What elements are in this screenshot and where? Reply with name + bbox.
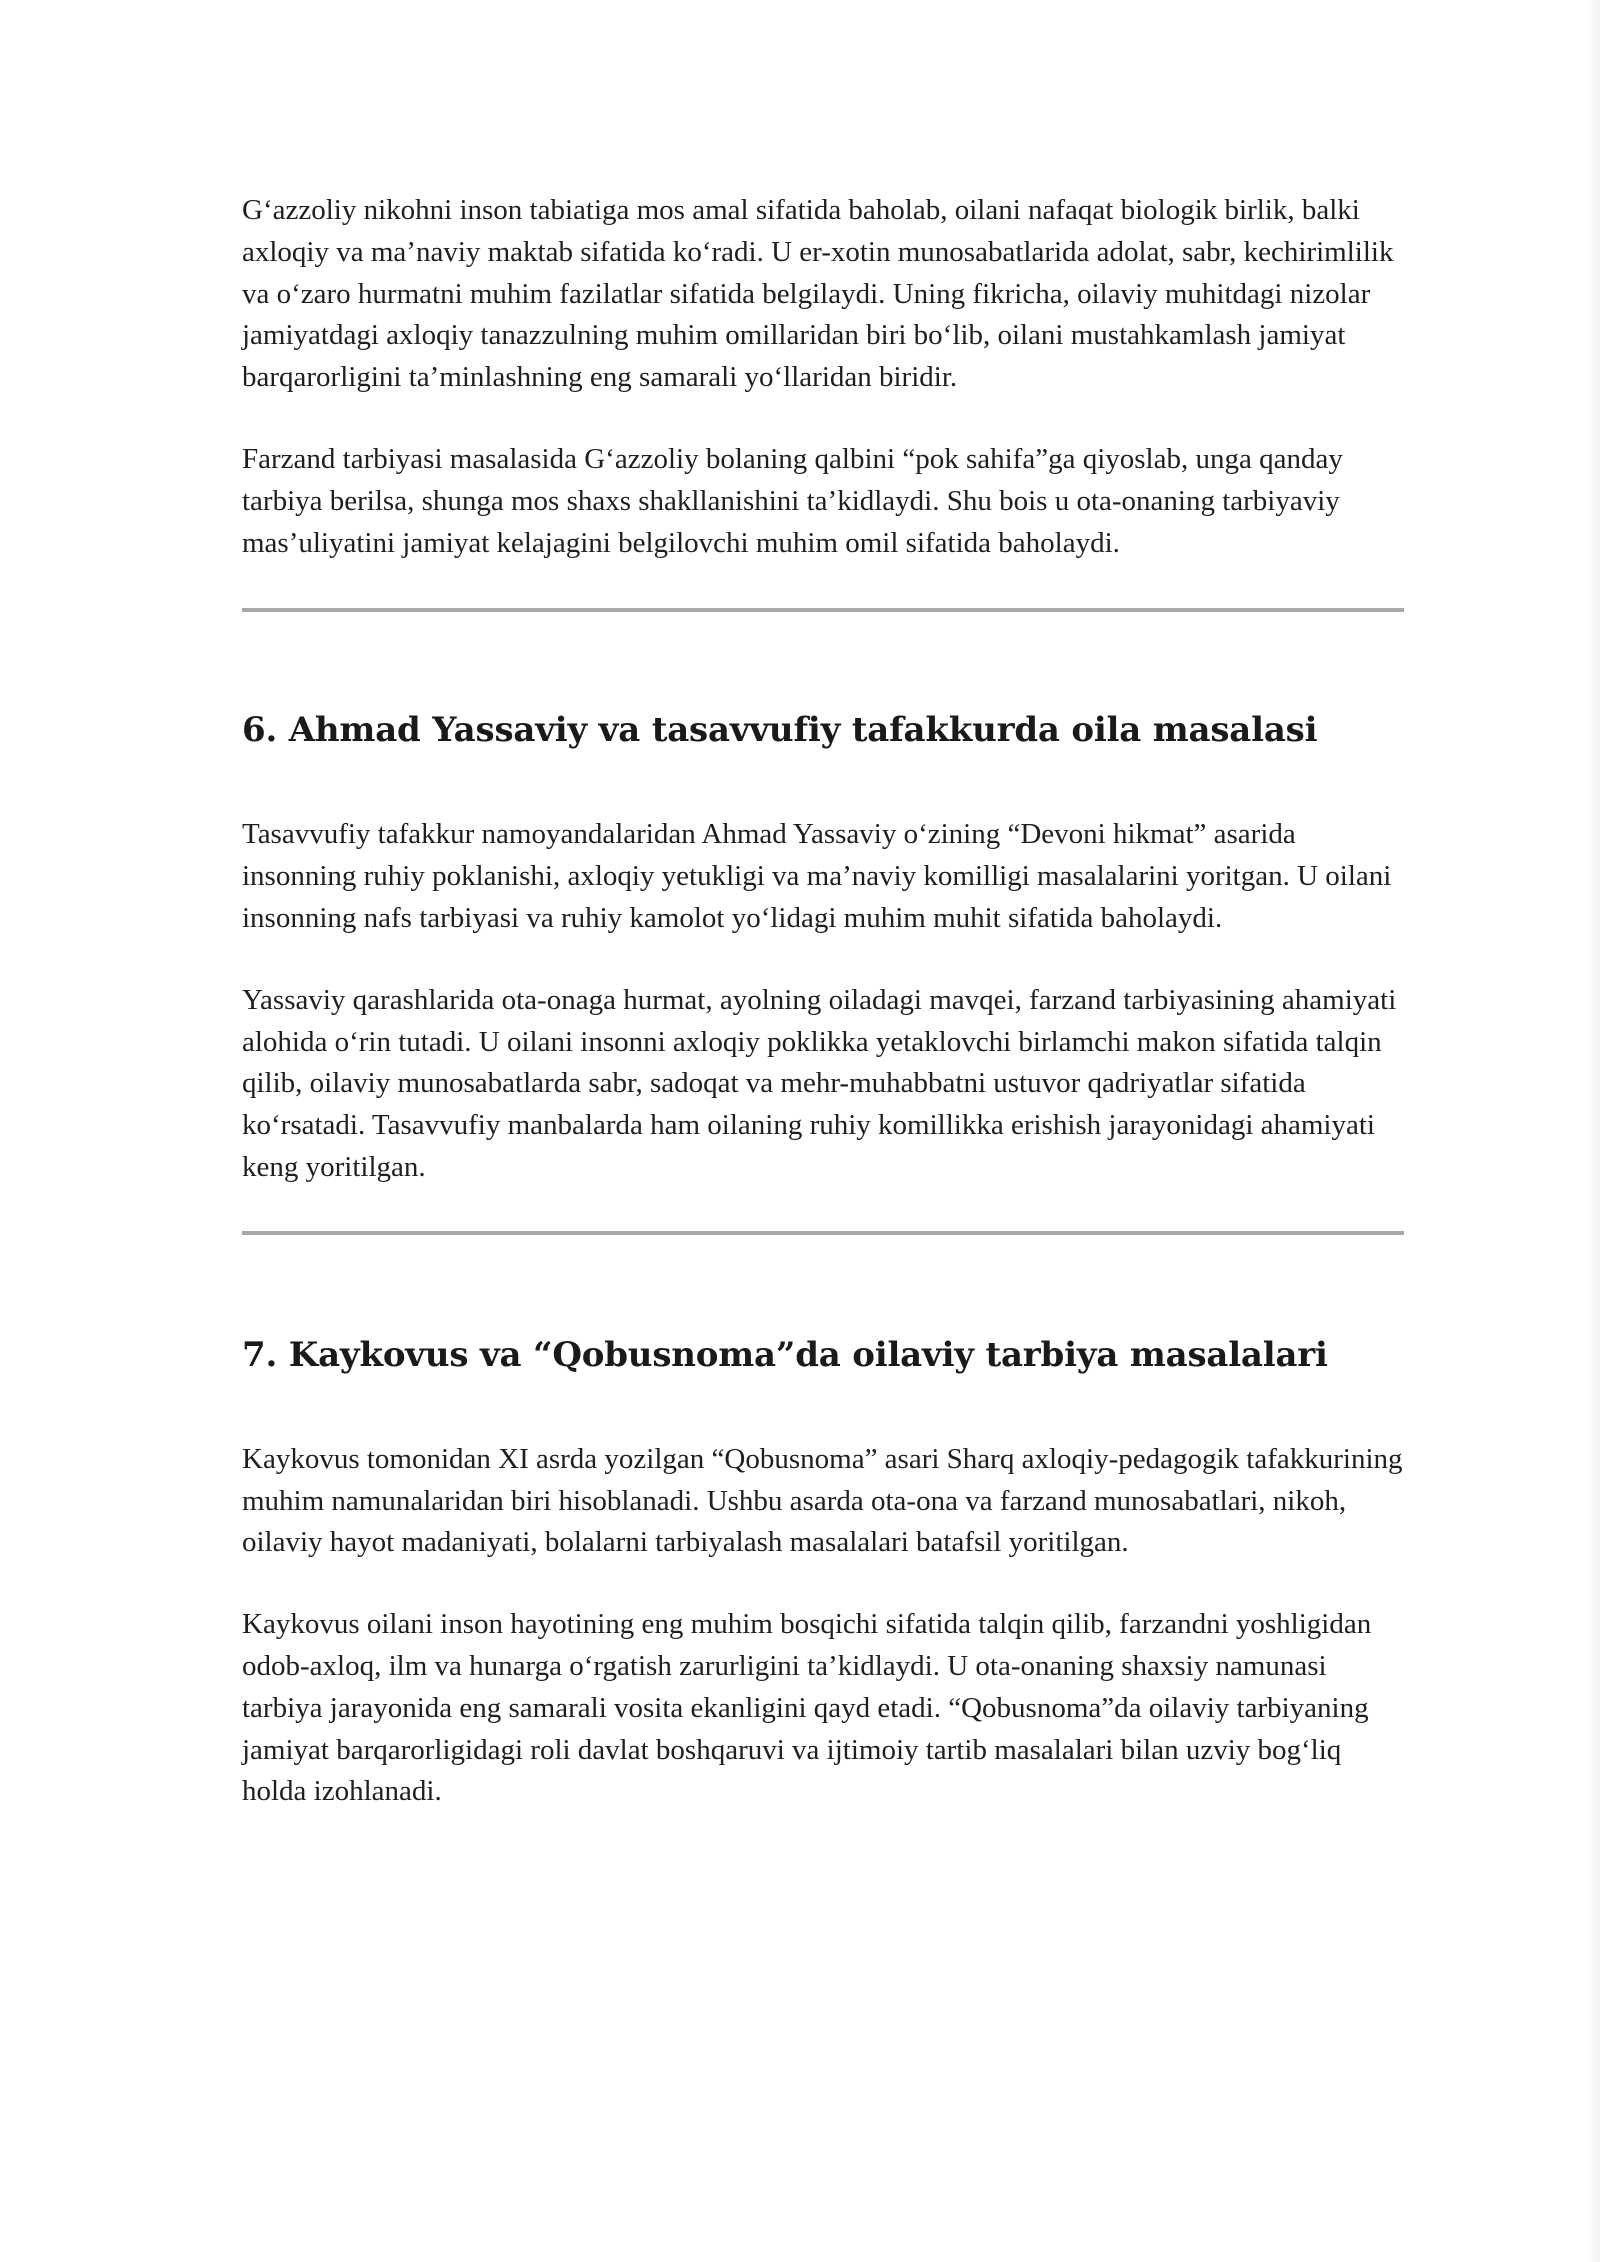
section-6-body (242, 814, 1404, 1188)
paragraph: G‘azzoliy nikohni inson tabiatiga mos amal sifatida baholab, oilani nafaqat biologik birlik, balki axloqiy va ma’naviy maktab sifatida ko‘radi. U er-xotin munosabatlarida adolat, sabr, kechirimlilik va o‘zaro hurmatni muhim fazilatlar sifatida belgilaydi. Uning fikricha, oilaviy muhitdagi nizolar jamiyatdagi axloqiy tanazzulning muhim omillaridan biri bo‘lib, oilani mustahkamlash jamiyat barqarorligini ta’minlashning eng samarali yo‘llaridan biridir. (242, 194, 1394, 394)
paragraph: Kaykovus tomonidan XI asrda yozilgan “Qobusnoma” asari Sharq axloqiy-pedagogik tafakkurining muhim namunalaridan biri hisoblanadi. Ushbu asarda ota-ona va farzand munosabatlari, nikoh, oilaviy hayot madaniyati, bolalarni tarbiyalash masalalari batafsil yoritilgan. (242, 1442, 1403, 1559)
section-heading-7: 7. Kaykovus va “Qobusnoma”da oilaviy tarbiya masalalari (242, 1334, 1328, 1375)
section-divider (242, 1231, 1404, 1235)
paragraph: Farzand tarbiyasi masalasida G‘azzoliy bolaning qalbini “pok sahifa”ga qiyoslab, unga qanday tarbiya berilsa, shunga mos shaxs shakllanishini ta’kidlaydi. Shu bois u ota-onaning tarbiyaviy mas’uliyatini jamiyat kelajagini belgilovchi muhim omil sifatida baholaydi. (242, 442, 1343, 559)
paragraph: Kaykovus oilani inson hayotining eng muhim bosqichi sifatida talqin qilib, farzandni yoshligidan odob-axloq, ilm va hunarga o‘rgatish zarurligini ta’kidlaydi. U ota-onaning shaxsiy namunasi tarbiya jarayonida eng samarali vosita ekanligini qayd etadi. “Qobusnoma”da oilaviy tarbiyaning jamiyat barqarorligidagi roli davlat boshqaruvi va ijtimoiy tartib masalalari bilan uzviy bog‘liq holda izohlanadi. (242, 1608, 1372, 1808)
paragraph: Tasavvufiy tafakkur namoyandalaridan Ahmad Yassaviy o‘zining “Devoni hikmat” asarida insonning ruhiy poklanishi, axloqiy yetukligi va ma’naviy komilligi masalalarini yoritgan. U oilani insonning nafs tarbiyasi va ruhiy kamolot yo‘lidagi muhim muhit sifatida baholaydi. (242, 818, 1392, 934)
page-edge-shadow (1586, 0, 1600, 2262)
section-heading-6: 6. Ahmad Yassaviy va tasavvufiy tafakkurda oila masalasi (242, 710, 1318, 751)
section-previous (242, 190, 1404, 564)
section-7-body (242, 1439, 1404, 1813)
document-page (242, 190, 1404, 1813)
paragraph: Yassaviy qarashlarida ota-onaga hurmat, ayolning oiladagi mavqei, farzand tarbiyasining ahamiyati alohida o‘rin tutadi. U oilani insonni axloqiy poklikka yetaklovchi birlamchi makon sifatida talqin qilib, oilaviy munosabatlarda sabr, sadoqat va mehr-muhabbatni ustuvor qadriyatlar sifatida ko‘rsatadi. Tasavvufiy manbalarda ham oilaning ruhiy komillikka erishish jarayonidagi ahamiyati keng yoritilgan. (242, 983, 1397, 1183)
section-divider (242, 608, 1404, 612)
